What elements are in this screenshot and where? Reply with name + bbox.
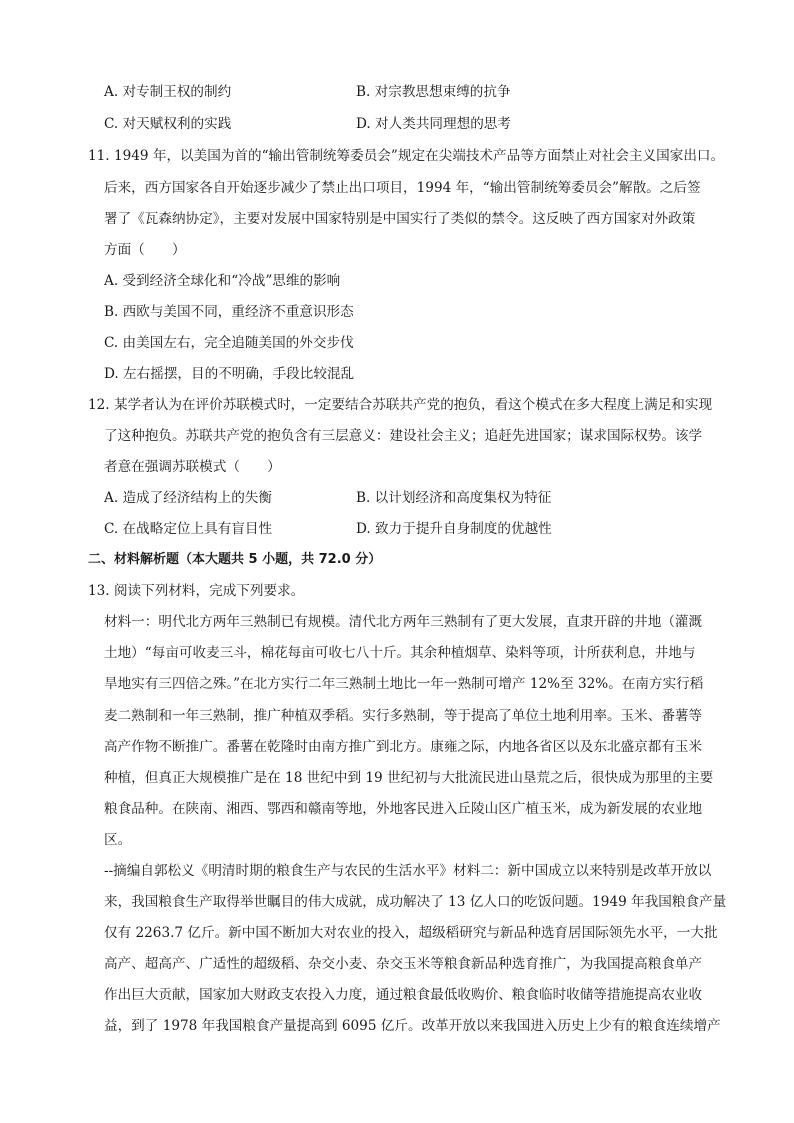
q10-option-a[interactable]: A. 对专制王权的制约	[104, 84, 232, 100]
q13-material-line: 旱地实有三四倍之殊。”在北方实行二年三熟制土地比一年一熟制可增产 12%至 32%。在南方实行稻	[104, 676, 704, 692]
q11-option-c[interactable]: C. 由美国左右，完全追随美国的外交步伐	[104, 335, 354, 351]
q10-option-c[interactable]: C. 对天赋权利的实践	[104, 116, 232, 132]
q13-material-line: 材料一：明代北方两年三熟制已有规模。清代北方两年三熟制有了更大发展，直隶开辟的井地（灌溉	[104, 614, 703, 630]
q13-material-line: 土地）“每亩可收麦三斗，棉花每亩可收七八十斤。其余种植烟草、染料等项，计所获利息，井地与	[104, 645, 696, 661]
q11-stem-line: 方面（ ）	[104, 242, 186, 258]
q12-stem-line: 了这种抱负。苏联共产党的抱负含有三层意义：建设社会主义；追赶先进国家；谋求国际权势。该学	[104, 428, 703, 444]
q11-stem-line: 后来，西方国家各自开始逐步减少了禁止出口项目，1994 年，“输出管制统筹委员会”解散。之后签	[104, 180, 701, 196]
q13-material-line: 益，到了 1978 年我国粮食产量提高到 6095 亿斤。改革开放以来我国进入历史上少有的粮食连续增产	[104, 1018, 721, 1034]
section-heading: 二、材料解析题（本大题共 5 小题，共 72.0 分）	[88, 552, 382, 567]
q13-material-line: 高产作物不断推广。番薯在乾隆时由南方推广到北方。康雍之际，内地各省区以及东北盛京都有玉米	[104, 739, 703, 755]
q10-option-d[interactable]: D. 对人类共同理想的思考	[356, 116, 511, 132]
q13-material-line: 麦二熟制和一年三熟制，推广种植双季稻。实行多熟制，等于提高了单位土地利用率。玉米、番薯等	[104, 708, 703, 724]
q11-stem-line: 署了《瓦森纳协定》，主要对发展中国家特别是中国实行了类似的禁令。这反映了西方国家对外政策	[104, 211, 696, 227]
q11-stem-line: 11. 1949 年，以美国为首的“输出管制统筹委员会”规定在尖端技术产品等方面禁止对社会主义国家出口。	[88, 148, 725, 164]
q13-intro: 13. 阅读下列材料，完成下列要求。	[88, 583, 305, 599]
q13-material-line: 来，我国粮食生产取得举世瞩目的伟大成就，成功解决了 13 亿人口的吃饭问题。1949 年我国粮食产量	[104, 894, 727, 910]
q12-option-b[interactable]: B. 以计划经济和高度集权为特征	[356, 490, 552, 506]
q12-option-a[interactable]: A. 造成了经济结构上的失衡	[104, 490, 272, 506]
q11-option-b[interactable]: B. 西欧与美国不同，重经济不重意识形态	[104, 304, 354, 320]
q12-option-d[interactable]: D. 致力于提升自身制度的优越性	[356, 521, 552, 537]
q11-option-a[interactable]: A. 受到经济全球化和“冷战”思维的影响	[104, 273, 341, 289]
q13-material-line: 种植，但真正大规模推广是在 18 世纪中到 19 世纪初与大批流民进山垦荒之后，很快成为那里的主要	[104, 770, 714, 786]
q12-stem-line: 者意在强调苏联模式（ ）	[104, 459, 281, 475]
q11-option-d[interactable]: D. 左右摇摆，目的不明确，手段比较混乱	[104, 366, 355, 382]
q13-material-line: 作出巨大贡献，国家加大财政支农投入力度，通过粮食最低收购价、粮食临时收储等措施提高农业收	[104, 987, 703, 1003]
q13-material-line: 高产、超高产、广适性的超级稻、杂交小麦、杂交玉米等粮食新品种选育推广，为我国提高粮食单产	[104, 956, 703, 972]
q12-stem-line: 12. 某学者认为在评价苏联模式时，一定要结合苏联共产党的抱负，看这个模式在多大程度上满足和实现	[88, 397, 713, 413]
q13-material-line: 粮食品种。在陕南、湘西、鄂西和赣南等地，外地客民进入丘陵山区广植玉米，成为新发展的农业地	[104, 801, 703, 817]
q10-option-b[interactable]: B. 对宗教思想束缚的抗争	[356, 84, 511, 100]
q12-option-c[interactable]: C. 在战略定位上具有盲目性	[104, 521, 273, 537]
q13-material-line: 仅有 2263.7 亿斤。新中国不断加大对农业的投入，超级稻研究与新品种选育居国际领先水平，一大批	[104, 925, 718, 941]
q13-material-line: --摘编自郭松义《明清时期的粮食生产与农民的生活水平》材料二：新中国成立以来特别是改革开放以	[104, 863, 712, 879]
q13-material-line: 区。	[104, 832, 132, 848]
